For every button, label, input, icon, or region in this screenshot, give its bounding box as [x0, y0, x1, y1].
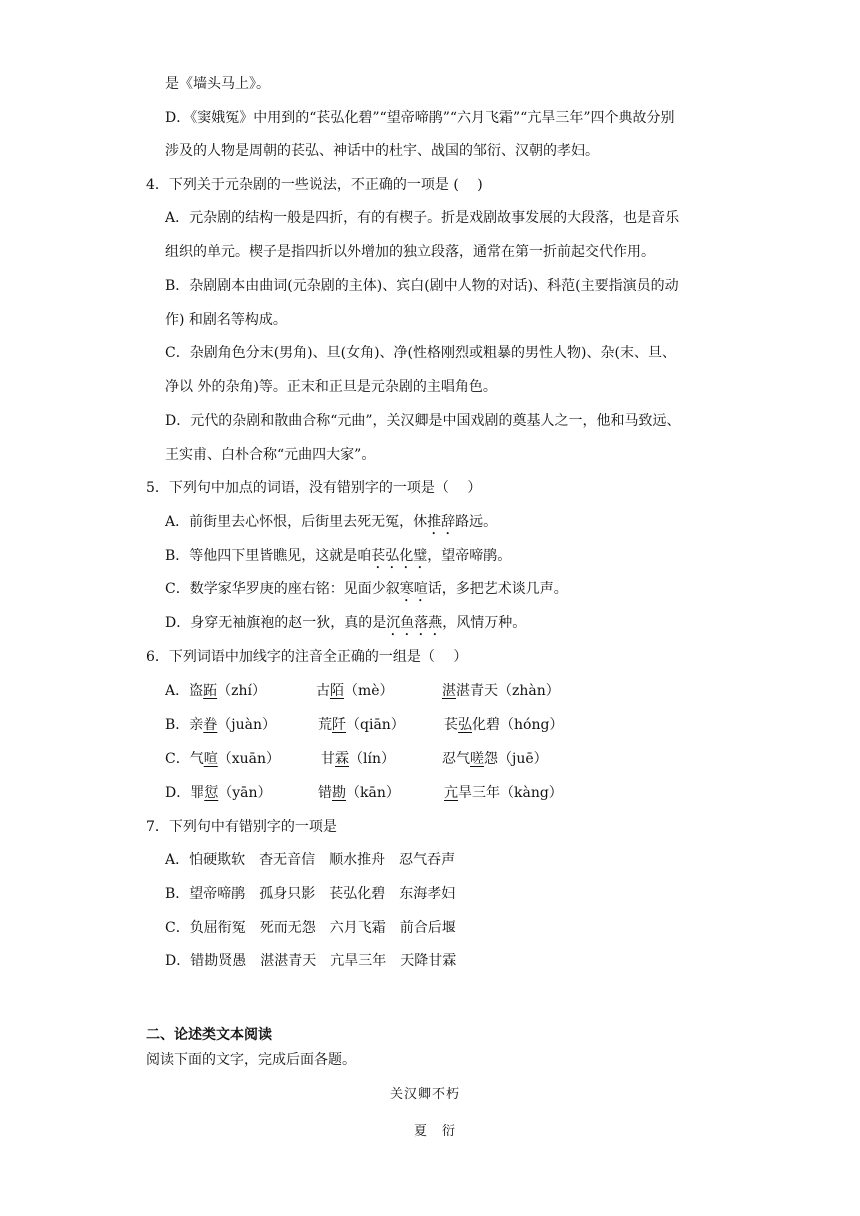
q6-b-word1-pinyin: （juàn）: [217, 717, 277, 733]
q4-option-a-line2: 组织的单元。楔子是指四折以外增加的独立段落，通常在第一折前起交代作用。: [165, 244, 655, 260]
q6-a-word2-pre: 古: [316, 683, 330, 699]
q5-d-text-post: ，风情万种。: [442, 615, 527, 631]
q6-option-b-word2: [318, 715, 405, 735]
q5-option-a: [165, 512, 497, 538]
q6-d-word2-pre: 错: [318, 785, 332, 801]
q5-d-text-pre: D．身穿无袖旗袍的赵一狄，真的是: [165, 615, 387, 631]
q6-a-word3-underlined: 湛: [442, 683, 456, 699]
section2-instruction: 阅读下面的文字，完成后面各题。: [146, 1052, 356, 1068]
q6-option-b: [165, 715, 276, 735]
q4-option-b-line1: B．杂剧剧本由曲词(元杂剧的主体)、宾白(剧中人物的对话)、科范(主要指演员的动: [165, 278, 679, 294]
q5-stem: 5．下列句中加点的词语，没有错别字的一项是（ ）: [146, 480, 482, 496]
q6-a-word2-pinyin: （mè）: [344, 683, 394, 699]
q6-b-word2-underlined: 阡: [332, 717, 346, 733]
q6-c-word2-pre: 甘: [321, 751, 335, 767]
q6-d-word2-pinyin: （kān）: [346, 785, 400, 801]
q5-option-b: [165, 546, 511, 572]
q6-option-b-word3: [444, 715, 563, 735]
q6-a-word3-pinyin: 湛青天（zhàn）: [456, 683, 560, 699]
q6-d-word3-pinyin: 旱三年（kàng）: [458, 785, 563, 801]
q6-a-word1-pinyin: （zhí）: [217, 683, 266, 699]
q5-c-dotted-word: 寒喧: [399, 581, 428, 597]
q4-option-c-line1: C．杂剧角色分末(男角)、旦(女角)、净(性格刚烈或粗暴的男性人物)、杂(末、旦、: [165, 345, 676, 361]
q6-b-word1-underlined: 眷: [203, 717, 218, 733]
q4-stem: 4．下列关于元杂剧的一些说法，不正确的一项是 ( ): [146, 177, 483, 193]
q4-option-d-line1: D．元代的杂剧和散曲合称“元曲”，关汉卿是中国戏剧的奠基人之一，他和马致远、: [165, 413, 681, 429]
section2-heading: 二、论述类文本阅读: [146, 1027, 272, 1043]
q6-d-word1-underlined: 愆: [204, 785, 219, 801]
q6-b-word2-pre: 荒: [318, 717, 332, 733]
q5-b-dotted-word: 苌弘化璧: [371, 548, 428, 564]
q7-stem: 7．下列句中有错别字的一项是: [146, 819, 337, 835]
q6-c-word2-underlined: 霖: [335, 751, 349, 767]
q6-d-word1-pinyin: （yān）: [218, 785, 272, 801]
q4-option-c-line2: 净以 外的杂角)等。正末和正旦是元杂剧的主唱角色。: [165, 379, 497, 395]
q6-b-word3-underlined: 弘: [458, 717, 472, 733]
q6-a-word1-underlined: 跖: [203, 683, 218, 699]
q3-option-d-line2: 涉及的人物是周朝的苌弘、神话中的杜宇、战国的邹衍、汉朝的孝妇。: [165, 143, 599, 159]
q6-option-d: [165, 783, 272, 803]
q5-option-d: [165, 613, 526, 639]
q5-c-text-post: 话，多把艺术谈几声。: [427, 581, 568, 597]
q5-b-text-pre: B．等他四下里皆瞧见，这就是咱: [165, 548, 372, 564]
q6-stem: 6．下列词语中加线字的注音全正确的一组是（ ）: [146, 649, 468, 665]
q6-d-word3-underlined: 亢: [444, 785, 458, 801]
q6-b-word3-pinyin: 化碧（hóng）: [472, 717, 564, 733]
q6-option-d-word2: [318, 783, 400, 803]
q5-c-text-pre: C．数学家华罗庚的座右铭：见面少叙: [165, 581, 400, 597]
q6-option-a-word2: [316, 681, 394, 701]
q3-option-c-tail: 是《墙头马上》。: [165, 76, 270, 92]
q6-d-word1-pre: 罪: [190, 785, 205, 801]
q3-option-d-line1: D．《窦娥冤》中用到的“苌弘化碧”“望帝啼鹃”“六月飞霜”“亢旱三年”四个典故分别: [165, 110, 675, 126]
q6-c-word1-underlined: 喧: [203, 751, 218, 767]
q6-a-label: A．: [165, 683, 190, 699]
q6-c-word3-pre: 忍气: [442, 751, 470, 767]
q6-option-c-word2: [321, 749, 395, 769]
q5-a-dotted-word: 推辞: [427, 514, 456, 530]
q6-c-label: C．: [165, 751, 190, 767]
q6-d-word2-underlined: 勘: [332, 785, 346, 801]
q6-a-word1-pre: 盗: [189, 683, 204, 699]
q5-b-text-post: ，望帝啼鹃。: [427, 548, 512, 564]
q4-option-a-line1: A．元杂剧的结构一般是四折，有的有楔子。折是戏剧故事发展的大段落，也是音乐: [165, 210, 680, 226]
q6-b-word2-pinyin: （qiān）: [346, 717, 405, 733]
q6-c-word3-pinyin: 怨（juē）: [484, 751, 548, 767]
q6-c-word2-pinyin: （lín）: [349, 751, 395, 767]
q7-option-d: D．错勘贤愚 湛湛青天 亢旱三年 天降甘霖: [165, 953, 457, 969]
article-author: 夏 衍: [414, 1124, 457, 1139]
q5-a-text-pre: A．前街里去心怀恨，后街里去死无冤，休: [165, 514, 428, 530]
q6-b-word3-pre: 苌: [444, 717, 458, 733]
q6-option-c-word3: [442, 749, 548, 769]
q6-option-a-word3: [442, 681, 560, 701]
q7-option-c: C．负屈衔冤 死而无怨 六月飞霜 前合后堰: [165, 920, 456, 936]
q6-b-label: B．: [165, 717, 190, 733]
q7-option-a: A．怕硬欺软 杳无音信 顺水推舟 忍气吞声: [165, 852, 456, 868]
q5-a-text-post: 路远。: [455, 514, 498, 530]
q6-d-label: D．: [165, 785, 191, 801]
q7-option-b: B．望帝啼鹃 孤身只影 苌弘化碧 东海孝妇: [165, 886, 456, 902]
q6-option-a: [165, 681, 266, 701]
q6-option-c: [165, 749, 280, 769]
q6-option-d-word3: [444, 783, 563, 803]
q6-b-word1-pre: 亲: [189, 717, 204, 733]
q4-option-d-line2: 王实甫、白朴合称“元曲四大家”。: [165, 447, 376, 463]
article-title: 关汉卿不朽: [390, 1087, 461, 1102]
q6-c-word1-pinyin: （xuān）: [217, 751, 280, 767]
q5-d-dotted-word: 沉鱼落燕: [386, 615, 443, 631]
q4-option-b-line2: 作) 和剧名等构成。: [165, 312, 287, 328]
q6-c-word1-pre: 气: [189, 751, 204, 767]
q5-option-c: [165, 579, 568, 605]
q6-c-word3-underlined: 嗟: [470, 751, 484, 767]
q6-a-word2-underlined: 陌: [330, 683, 344, 699]
